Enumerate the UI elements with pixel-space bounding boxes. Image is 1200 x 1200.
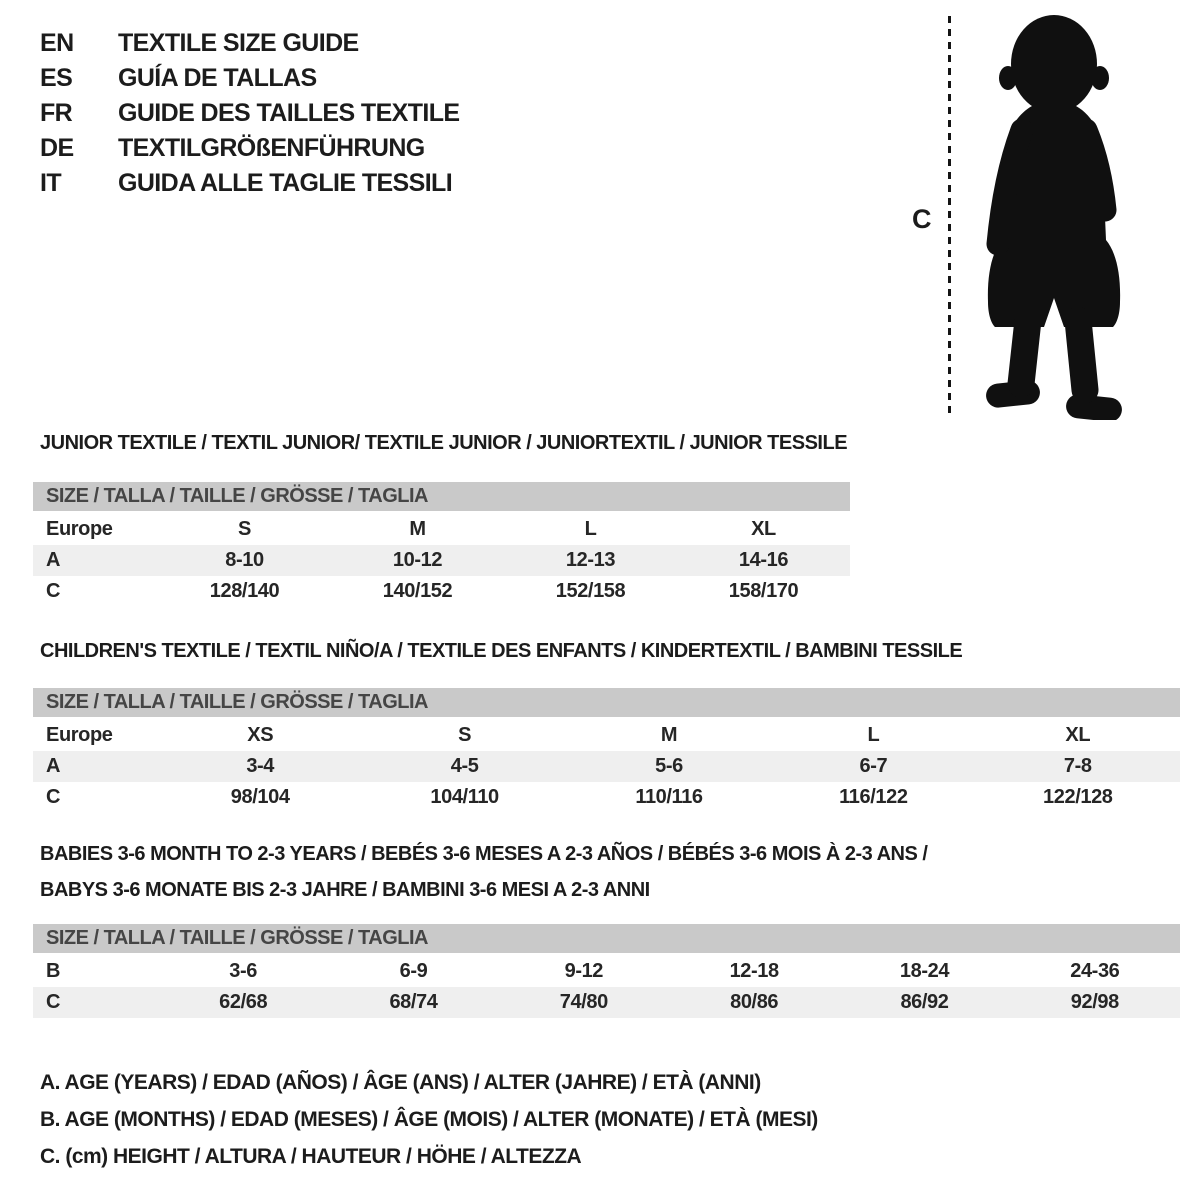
size-value-cell: 24-36 bbox=[1070, 960, 1120, 982]
language-code: ES bbox=[40, 64, 73, 92]
table-row-height bbox=[33, 576, 850, 607]
language-code: FR bbox=[40, 99, 73, 127]
height-measure-dashed-line bbox=[948, 16, 951, 414]
size-value-cell: 116/122 bbox=[839, 786, 908, 808]
table-row-age-years bbox=[33, 751, 1180, 782]
language-guide-title: GUIDA ALLE TAGLIE TESSILI bbox=[118, 169, 453, 197]
language-row-en bbox=[40, 26, 460, 61]
size-value-cell: 14-16 bbox=[738, 549, 789, 571]
size-value-cell: 158/170 bbox=[728, 580, 799, 602]
size-value-cell: 18-24 bbox=[899, 960, 950, 982]
legend-line-a: A. AGE (YEARS) / EDAD (AÑOS) / ÂGE (ANS) / ALTER (JAHRE) / ETÀ (ANNI) bbox=[40, 1071, 761, 1094]
language-row-fr bbox=[40, 96, 460, 131]
size-value-cell: 3-6 bbox=[229, 960, 258, 982]
language-guide-title: TEXTILE SIZE GUIDE bbox=[118, 29, 359, 57]
babies-size-table bbox=[33, 924, 1180, 1018]
size-value-cell: 92/98 bbox=[1070, 991, 1119, 1013]
size-value-cell: 152/158 bbox=[555, 580, 626, 602]
language-guide-list bbox=[40, 26, 460, 201]
height-measure-label: C bbox=[912, 204, 932, 234]
language-code: IT bbox=[40, 169, 62, 197]
size-value-cell: XL bbox=[1065, 724, 1091, 746]
size-value-cell: 110/116 bbox=[635, 786, 703, 808]
size-value-cell: XS bbox=[247, 724, 274, 746]
size-value-cell: 5-6 bbox=[655, 755, 683, 777]
size-value-cell: 10-12 bbox=[392, 549, 443, 571]
size-value-cell: 12-13 bbox=[565, 549, 616, 571]
junior-section-title: JUNIOR TEXTILE / TEXTIL JUNIOR/ TEXTILE JUNIOR / JUNIORTEXTIL / JUNIOR TESSILE bbox=[40, 432, 848, 454]
row-label-cell: A bbox=[46, 549, 61, 571]
size-value-cell: 6-7 bbox=[859, 755, 888, 777]
row-label-cell: C bbox=[46, 786, 61, 808]
size-value-cell: L bbox=[867, 724, 880, 746]
row-label-cell: C bbox=[46, 580, 61, 602]
language-code: EN bbox=[40, 29, 74, 57]
language-row-it bbox=[40, 166, 460, 201]
row-label-cell: Europe bbox=[46, 518, 113, 540]
size-value-cell: 74/80 bbox=[559, 991, 608, 1013]
size-value-cell: 140/152 bbox=[382, 580, 453, 602]
size-value-cell: 98/104 bbox=[230, 786, 290, 808]
row-label-cell: A bbox=[46, 755, 61, 777]
size-value-cell: 12-18 bbox=[729, 960, 779, 982]
table-row-height bbox=[33, 987, 1180, 1018]
row-label-cell: Europe bbox=[46, 724, 113, 746]
size-value-cell: XL bbox=[751, 518, 776, 540]
size-value-cell: 4-5 bbox=[450, 755, 479, 777]
babies-section-title-line2: BABYS 3-6 MONATE BIS 2-3 JAHRE / BAMBINI 3-6 MESI A 2-3 ANNI bbox=[40, 879, 650, 901]
legend-line-b: B. AGE (MONTHS) / EDAD (MESES) / ÂGE (MOIS) / ALTER (MONATE) / ETÀ (MESI) bbox=[40, 1108, 818, 1131]
size-value-cell: S bbox=[458, 724, 472, 746]
language-guide-title: GUIDE DES TAILLES TEXTILE bbox=[118, 99, 460, 127]
size-value-cell: 3-4 bbox=[246, 755, 275, 777]
size-value-cell: L bbox=[584, 518, 597, 540]
size-value-cell: 62/68 bbox=[219, 991, 268, 1013]
size-value-cell: 68/74 bbox=[389, 991, 438, 1013]
children-size-table bbox=[33, 688, 1180, 813]
language-row-es bbox=[40, 61, 460, 96]
language-guide-title: TEXTILGRÖßENFÜHRUNG bbox=[118, 134, 425, 162]
table-row-europe bbox=[33, 514, 850, 545]
size-header-band: SIZE / TALLA / TAILLE / GRÖSSE / TAGLIA bbox=[33, 482, 850, 511]
row-label-cell: C bbox=[46, 991, 61, 1013]
language-guide-title: GUÍA DE TALLAS bbox=[118, 64, 317, 92]
measurement-legend bbox=[40, 1064, 818, 1175]
size-header-band: SIZE / TALLA / TAILLE / GRÖSSE / TAGLIA bbox=[33, 688, 1180, 717]
row-label-cell: B bbox=[46, 960, 61, 982]
table-row-age-years bbox=[33, 545, 850, 576]
size-value-cell: 86/92 bbox=[900, 991, 949, 1013]
junior-size-table bbox=[33, 482, 850, 607]
table-row-age-months bbox=[33, 956, 1180, 987]
size-value-cell: 128/140 bbox=[209, 580, 280, 602]
size-value-cell: S bbox=[238, 518, 251, 540]
toddler-silhouette-icon bbox=[966, 12, 1142, 420]
table-row-height bbox=[33, 782, 1180, 813]
size-value-cell: 80/86 bbox=[730, 991, 779, 1013]
size-value-cell: M bbox=[660, 724, 678, 746]
size-value-cell: 122/128 bbox=[1043, 786, 1113, 808]
language-row-de bbox=[40, 131, 460, 166]
size-value-cell: M bbox=[409, 518, 426, 540]
language-code: DE bbox=[40, 134, 74, 162]
table-row-europe bbox=[33, 720, 1180, 751]
size-value-cell: 9-12 bbox=[564, 960, 604, 982]
size-header-band: SIZE / TALLA / TAILLE / GRÖSSE / TAGLIA bbox=[33, 924, 1180, 953]
babies-section-title-line1: BABIES 3-6 MONTH TO 2-3 YEARS / BEBÉS 3-6 MESES A 2-3 AÑOS / BÉBÉS 3-6 MOIS À 2-3 ANS / bbox=[40, 843, 928, 865]
size-value-cell: 104/110 bbox=[430, 786, 499, 808]
size-value-cell: 8-10 bbox=[225, 549, 264, 571]
size-value-cell: 6-9 bbox=[399, 960, 428, 982]
children-section-title: CHILDREN'S TEXTILE / TEXTIL NIÑO/A / TEXTILE DES ENFANTS / KINDERTEXTIL / BAMBINI TESSILE bbox=[40, 640, 963, 662]
legend-line-c: C. (cm) HEIGHT / ALTURA / HAUTEUR / HÖHE / ALTEZZA bbox=[40, 1145, 582, 1168]
size-value-cell: 7-8 bbox=[1063, 755, 1092, 777]
